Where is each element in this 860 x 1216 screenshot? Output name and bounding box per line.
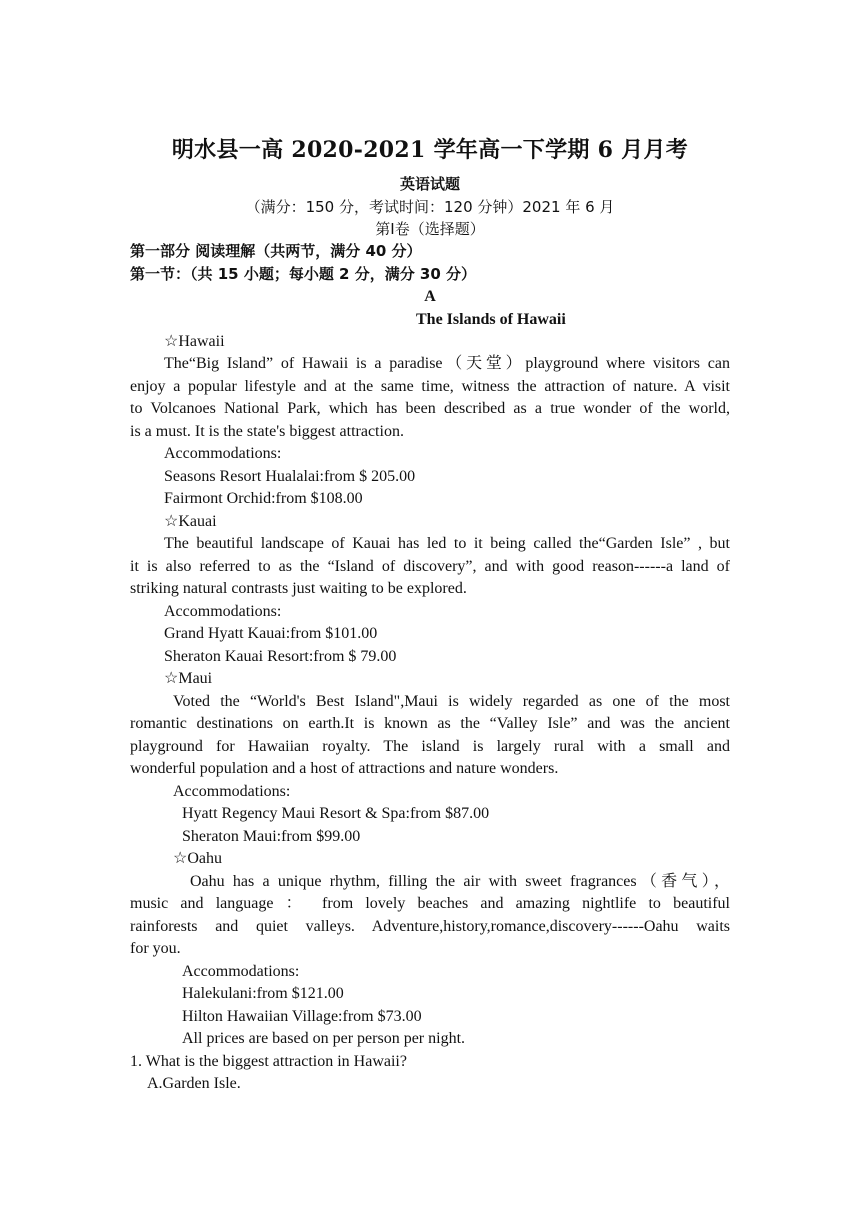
passage-title: The Islands of Hawaii: [416, 311, 566, 328]
paragraph-line: rainforests and quiet valleys. Adventure,history,romance,discovery------Oahu waits: [130, 918, 730, 935]
accommodation-item: Seasons Resort Hualalai:from $ 205.00: [164, 468, 416, 485]
paragraph-line: The beautiful landscape of Kauai has led to it being called the“Garden Isle” , but: [164, 535, 730, 552]
island-heading-oahu: ☆Oahu: [173, 850, 222, 867]
paragraph-line: wonderful population and a host of attractions and nature wonders.: [130, 760, 559, 777]
paragraph-line: Voted the “World's Best Island",Maui is widely regarded as one of the most: [173, 693, 730, 710]
accommodation-item: Fairmont Orchid:from $108.00: [164, 490, 363, 507]
section-heading: 第一节：（共 15 小题；每小题 2 分，满分 30 分）: [130, 265, 477, 283]
exam-info: （满分：150 分，考试时间：120 分钟）2021 年 6 月: [245, 198, 615, 216]
question-option: A.Garden Isle.: [147, 1075, 241, 1092]
accommodations-label: Accommodations:: [164, 603, 282, 620]
paragraph-line: is a must. It is the state's biggest attraction.: [130, 423, 404, 440]
accommodations-label: Accommodations:: [173, 783, 291, 800]
paragraph-line: for you.: [130, 940, 181, 957]
accommodation-item: Hilton Hawaiian Village:from $73.00: [182, 1008, 422, 1025]
paragraph-line: striking natural contrasts just waiting to be explored.: [130, 580, 467, 597]
paragraph-line: enjoy a popular lifestyle and at the same time, witness the attraction of nature. A visit: [130, 378, 730, 395]
volume-title: 第Ⅰ卷（选择题）: [375, 220, 485, 238]
paragraph-line: Oahu has a unique rhythm, filling the air with sweet fragrances（香气），: [190, 873, 730, 890]
paragraph-line: romantic destinations on earth.It is known as the “Valley Isle” and was the ancient: [130, 715, 730, 732]
paragraph-line: music and language ： from lovely beaches and amazing nightlife to beautiful: [130, 895, 730, 912]
accommodations-label: Accommodations:: [182, 963, 300, 980]
paragraph-line: The“Big Island” of Hawaii is a paradise（天堂）playground where visitors can: [164, 355, 730, 372]
island-heading-hawaii: ☆Hawaii: [164, 333, 225, 350]
passage-letter: A: [424, 288, 436, 305]
island-heading-kauai: ☆Kauai: [164, 513, 217, 530]
accommodation-item: Halekulani:from $121.00: [182, 985, 344, 1002]
accommodation-item: Sheraton Kauai Resort:from $ 79.00: [164, 648, 397, 665]
accommodations-label: Accommodations:: [164, 445, 282, 462]
part-heading: 第一部分 阅读理解（共两节，满分 40 分）: [130, 242, 422, 260]
exam-title: 明水县一高 2020-2021 学年高一下学期 6 月月考: [171, 137, 689, 163]
accommodation-item: Hyatt Regency Maui Resort & Spa:from $87.00: [182, 805, 490, 822]
paragraph-line: playground for Hawaiian royalty. The island is largely rural with a small and: [130, 738, 730, 755]
paragraph-line: it is also referred to as the “Island of discovery”, and with good reason------a land of: [130, 558, 730, 575]
subject-title: 英语试题: [399, 175, 460, 193]
accommodation-item: Sheraton Maui:from $99.00: [182, 828, 361, 845]
island-heading-maui: ☆Maui: [164, 670, 213, 687]
paragraph-line: to Volcanoes National Park, which has been described as a true wonder of the world,: [130, 400, 730, 417]
price-note: All prices are based on per person per night.: [182, 1030, 466, 1047]
question-stem: 1. What is the biggest attraction in Hawaii?: [130, 1053, 407, 1070]
accommodation-item: Grand Hyatt Kauai:from $101.00: [164, 625, 378, 642]
